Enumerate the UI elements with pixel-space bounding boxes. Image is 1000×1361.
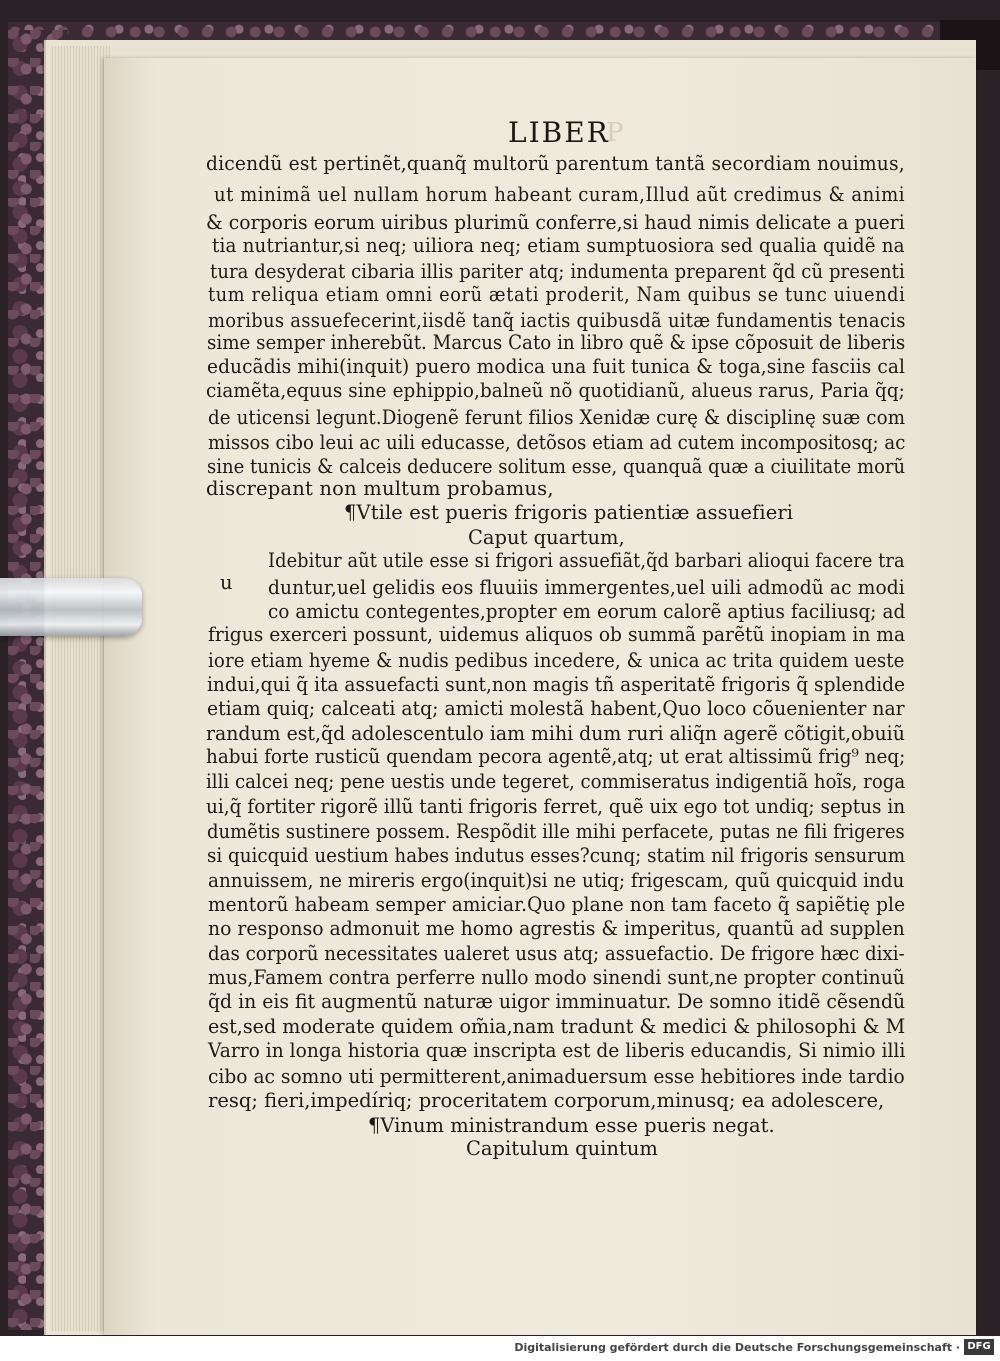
- body-line: tia nutriantur,si neq; uiliora neq; etiam sumptuosiora sed qualia quidẽ na: [212, 234, 905, 257]
- chapter-4-line: ui,q̃ fortiter rigorẽ illũ tanti frigoris ferret, quẽ uix ego tot undiq; septus in: [206, 795, 906, 818]
- chapter-4-line: q̃d in eis fit augmentũ naturæ uigor imminuatur. De somno itidẽ cẽsendũ: [208, 990, 906, 1013]
- chapter-4-line: est,sed moderate quidem om̃ia,nam tradunt & medici & philosophi & M: [208, 1015, 906, 1038]
- chapter-4-line: resq; fieri,impedíriq; proceritatem corporum,minusq; ea adolescere,: [208, 1089, 885, 1112]
- chapter-5-title: ¶Vinum ministrandum esse pueris negat.: [368, 1114, 775, 1137]
- body-line: sime semper inherebũt. Marcus Cato in libro quẽ & ipse cõposuit de liberis: [207, 331, 906, 354]
- dfg-logo: DFG: [964, 1339, 994, 1355]
- body-line: ut minimã uel nullam horum habeant curam,Illud aũt credimus & animi: [214, 183, 906, 206]
- chapter-4-line: mentorũ habeam semper amiciar.Quo plane non tam faceto q̃ sapiẽtię ple: [208, 893, 906, 916]
- ghost-heading: P: [606, 118, 630, 148]
- chapter-4-line: frigus exerceri possunt, uidemus aliquos ob summã parẽtũ inopiam in ma: [208, 623, 906, 646]
- chapter-4-line: co amictu contegentes,propter em eorum calorẽ aptius faciliusq; ad: [268, 600, 906, 623]
- chapter-4-line: no responso admonuit me homo agrestis & imperitus, quantũ ad supplen: [208, 917, 905, 940]
- body-line: discrepant non multum probamus,: [206, 477, 554, 500]
- chapter-5-label: Capitulum quintum: [466, 1137, 658, 1160]
- chapter-4-line: iore etiam hyeme & nudis pedibus incedere, & unica ac trita quidem ueste: [208, 649, 905, 672]
- chapter-4-line: das corporũ necessitates ualeret usus atq; assuefactio. De frigore hæc dixi-: [208, 942, 905, 965]
- body-line: ciamẽta,equus sine ephippio,balneũ nõ quotidianũ, alueus rarus, Paria q̃q;: [206, 379, 905, 402]
- chapter-4-line: indui,qui q̃ ita assuefacti sunt,non magis tñ asperitatẽ frigoris q̃ splendide: [207, 673, 906, 696]
- chapter-4-title: ¶Vtile est pueris frigoris patientiæ assuefieri: [344, 501, 794, 524]
- body-line: moribus assuefecerint,iisdẽ tanq̃ iactis quibusdã uitæ fundamentis tenacis: [208, 309, 906, 332]
- body-line: missos cibo leui ac uili educasse, detõsos etiam ad cutem incompositosq; ac: [208, 431, 906, 454]
- body-line: de uticensi legunt.Diogenẽ ferunt filios Xenidæ curę & disciplinę suæ com: [208, 406, 906, 429]
- chapter-4-line: mus,Famem contra perferre nullo modo sinendi sunt,ne propter continuũ: [208, 966, 905, 989]
- body-line: tura desyderat cibaria illis pariter atq; indumenta preparent q̃d cũ presenti: [210, 260, 905, 283]
- running-head: LIBER: [508, 116, 610, 149]
- initial-letter: u: [220, 571, 233, 594]
- body-line: dicendũ est pertinẽt,quanq̃ multorũ parentum tantã secordiam nouimus,: [206, 152, 905, 175]
- chapter-4-line: annuissem, ne mireris ergo(inquit)si ne utiq; frigescam, quũ quicquid indu: [208, 869, 905, 892]
- body-line: sine tunicis & calceis deducere solitum esse, quanquã quæ a ciuilitate morũ: [207, 455, 906, 478]
- body-line: & corporis eorum uiribus plurimũ conferre,si haud nimis delicate a pueri: [206, 211, 905, 234]
- chapter-4-line: illi calcei neq; pene uestis unde tegeret, commiseratus indigentiã hoĩs, roga: [206, 770, 906, 793]
- chapter-4-label: Caput quartum,: [468, 526, 625, 549]
- chapter-4-line: Varro in longa historia quæ inscripta est de liberis educandis, Si nimio illi: [208, 1039, 906, 1062]
- body-line: tum reliqua etiam omni eorũ ætati proderit, Nam quibus se tunc uiuendi: [208, 283, 906, 306]
- chapter-4-line: dumẽtis sustinere possem. Respõdit ille mihi perfacete, putas ne fili frigeres: [207, 820, 905, 843]
- chapter-4-line: Idebitur aũt utile esse si frigori assuefiãt,q̃d barbari alioqui facere tra: [268, 549, 905, 572]
- chapter-4-line: si quicquid uestium habes indutus esses?cunq; statim nil frigoris sensurum: [207, 844, 906, 867]
- chapter-4-line: habui forte rusticũ quendam pecora agentẽ,atq; ut erat altissimũ frig⁹ neq;: [206, 745, 906, 768]
- digitization-credit: Digitalisierung gefördert durch die Deutsche Forschungsgemeinschaft ·: [514, 1341, 960, 1354]
- chapter-4-line: duntur,uel gelidis eos fluuiis immergentes,uel uili admodũ ac modi: [268, 576, 905, 599]
- chapter-4-line: etiam quiq; calceati atq; amicti molestã habent,Quo loco cõuenienter nar: [207, 697, 905, 720]
- chapter-4-line: cibo ac somno uti permitterent,animaduersum esse hebitiores inde tardio: [208, 1065, 905, 1088]
- chapter-4-line: randum est,q̃d adolescentulo iam mihi dum ruri aliq̃n agerẽ cõtigit,obuiũ: [206, 722, 905, 745]
- glass-page-weight: [0, 578, 142, 636]
- body-line: educãdis mihi(inquit) puero modica una fuit tunica & toga,sine fasciis cal: [207, 355, 906, 378]
